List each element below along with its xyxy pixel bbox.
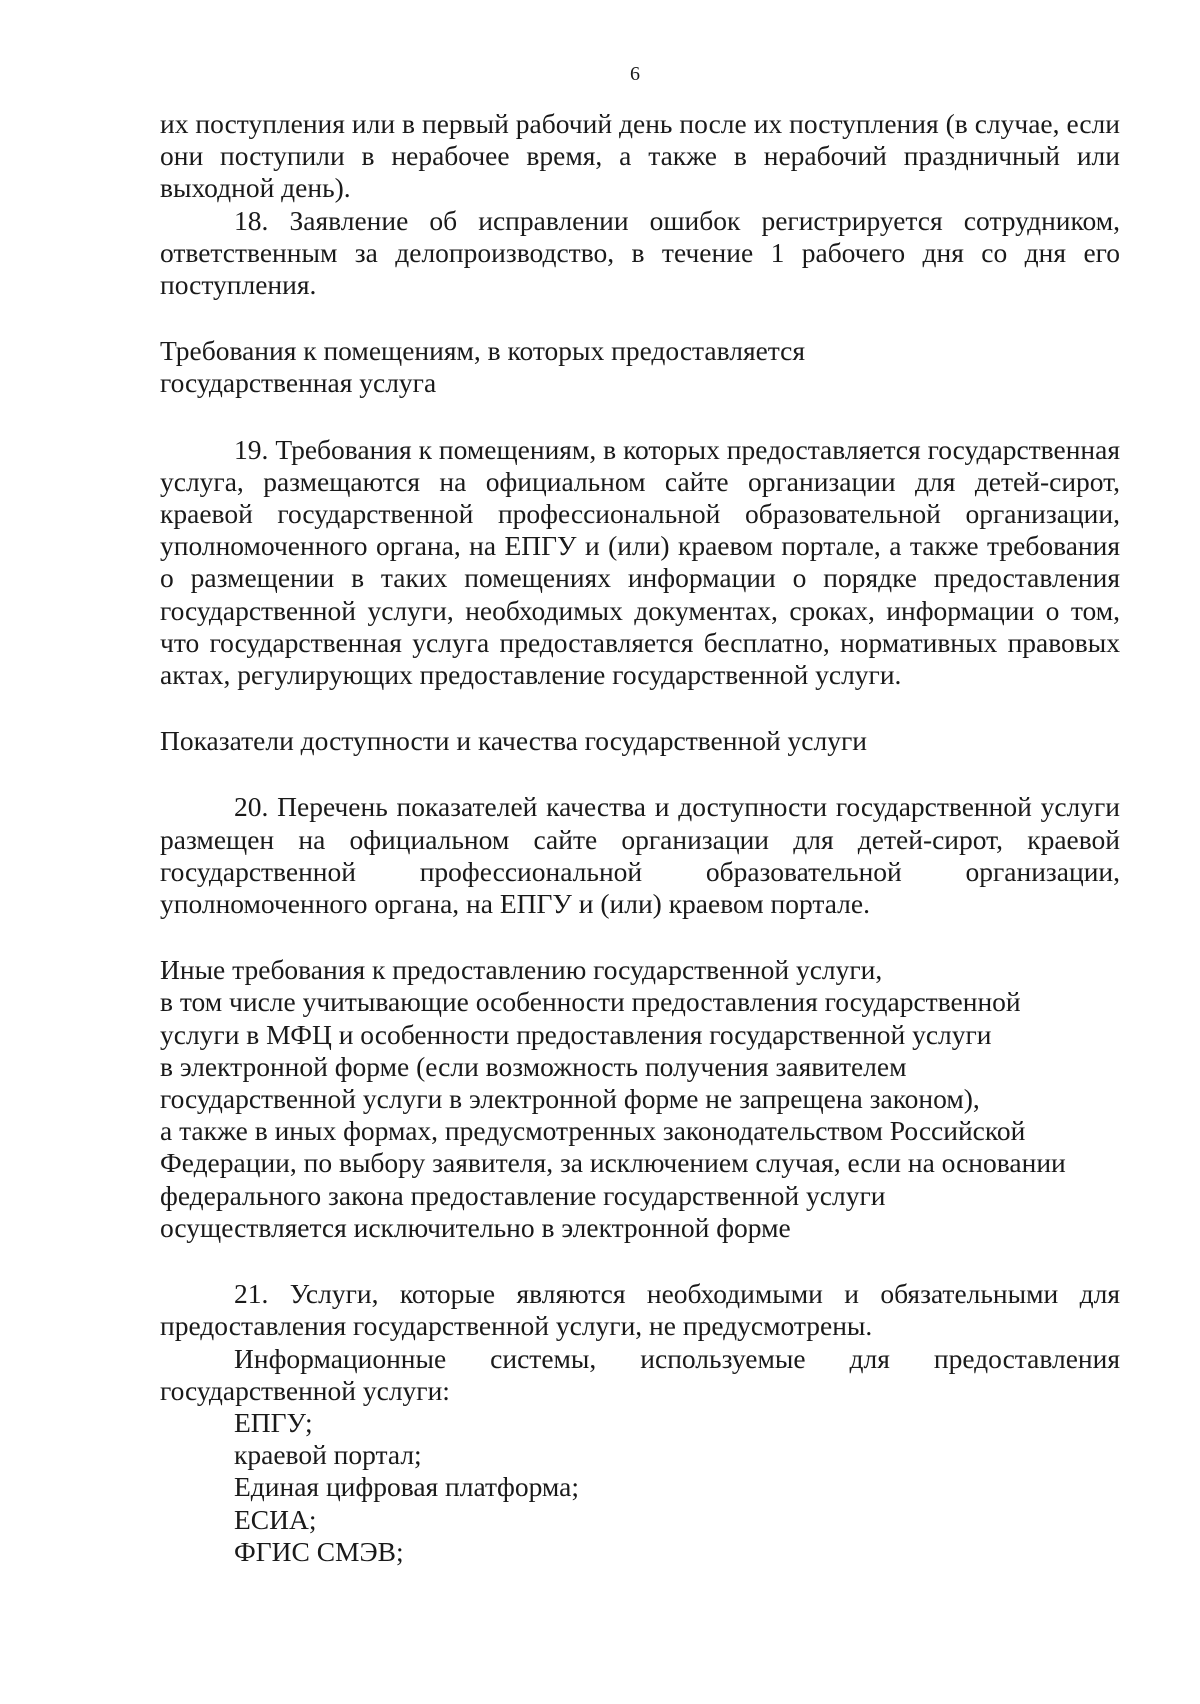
heading-other-line-9: осуществляется исключительно в электронной форме bbox=[160, 1211, 791, 1243]
heading-other-line-6: а также в иных формах, предусмотренных законодательством Российской bbox=[160, 1115, 1026, 1147]
list-item-regional-portal: краевой портал; bbox=[234, 1439, 422, 1471]
heading-other-line-7: Федерации, по выбору заявителя, за исключением случая, если на основании bbox=[160, 1147, 1066, 1179]
heading-other-line-4: в электронной форме (если возможность получения заявителем bbox=[160, 1050, 907, 1082]
heading-premises-line-2: государственная услуга bbox=[160, 367, 437, 399]
list-item-fgis-smev: ФГИС СМЭВ; bbox=[234, 1535, 404, 1567]
list-item-digital-platform: Единая цифровая платформа; bbox=[234, 1471, 579, 1503]
heading-indicators bbox=[160, 725, 1120, 757]
paragraph-20: 20. Перечень показателей качества и доступности государственной услуги размещен на официальном сайте организации для детей-сирот, краевой государственной профессиональной образовательной организации, уполномоченного органа, на ЕПГУ и (или) краевом портале. bbox=[160, 791, 1120, 920]
paragraph-21: 21. Услуги, которые являются необходимыми и обязательными для предоставления государственной услуги, не предусмотрены. bbox=[160, 1278, 1120, 1342]
paragraph-information-systems: Информационные системы, используемые для предоставления государственной услуги: bbox=[160, 1342, 1120, 1406]
heading-other-line-1: Иные требования к предоставлению государственной услуги, bbox=[160, 954, 883, 986]
heading-other-requirements bbox=[160, 954, 1120, 1244]
heading-premises bbox=[160, 335, 1120, 399]
heading-other-line-8: федерального закона предоставление государственной услуги bbox=[160, 1179, 886, 1211]
heading-indicators-line: Показатели доступности и качества государственной услуги bbox=[160, 725, 867, 757]
list-item-esia: ЕСИА; bbox=[234, 1503, 317, 1535]
paragraph-19: 19. Требования к помещениям, в которых предоставляется государственная услуга, размещаются на официальном сайте организации для детей-сирот, краевой государственной профессиональной образовательной организации, уполномоченного органа, на ЕПГУ и (или) краевом портале, а также требования о размещении в таких помещениях информации о порядке предоставления государственной услуги, необходимых документах, сроках, информации о том, что государственная услуга предоставляется бесплатно, нормативных правовых актах, регулирующих предоставление государственной услуги. bbox=[160, 433, 1120, 691]
document-body bbox=[160, 108, 1120, 1568]
heading-other-line-2: в том числе учитывающие особенности предоставления государственной bbox=[160, 986, 1021, 1018]
paragraph-18: 18. Заявление об исправлении ошибок регистрируется сотрудником, ответственным за делопроизводство, в течение 1 рабочего дня со дня его поступления. bbox=[160, 204, 1120, 301]
heading-other-line-3: услуги в МФЦ и особенности предоставления государственной услуги bbox=[160, 1018, 992, 1050]
page-number: 6 bbox=[630, 63, 640, 85]
list-item-epgu: ЕПГУ; bbox=[234, 1406, 313, 1438]
heading-premises-line-1: Требования к помещениям, в которых предоставляется bbox=[160, 335, 806, 367]
paragraph-continuation: их поступления или в первый рабочий день после их поступления (в случае, если они поступили в нерабочее время, а также в нерабочий праздничный или выходной день). bbox=[160, 108, 1120, 204]
heading-other-line-5: государственной услуги в электронной форме не запрещена законом), bbox=[160, 1083, 980, 1115]
